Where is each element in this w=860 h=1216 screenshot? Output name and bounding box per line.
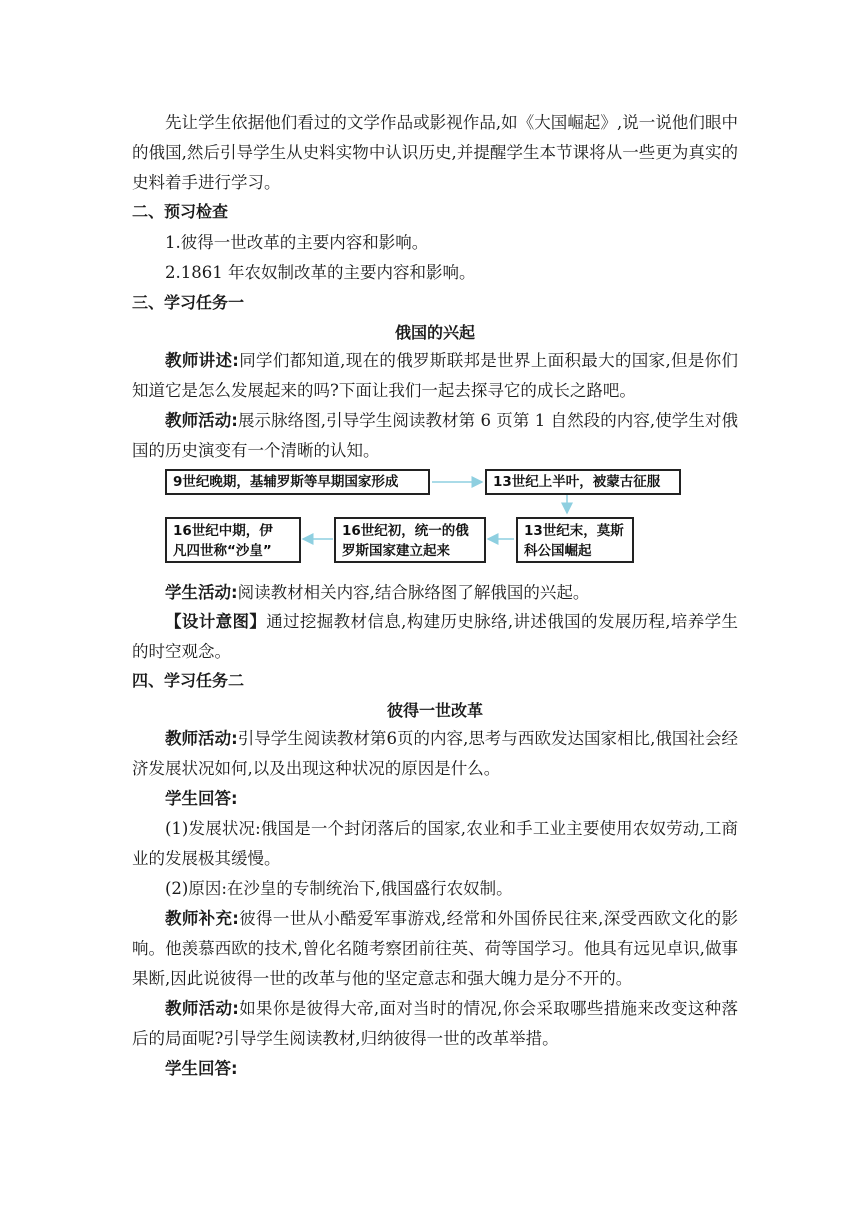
- intro-text: 先让学生依据他们看过的文学作品或影视作品,如《大国崛起》,说一说他们眼中的俄国,然后引导学生从史料实物中认识历史,并提醒学生本节课将从一些更为真实的史料着手进行学习。: [132, 113, 738, 192]
- flow-box-5-line-1: 16世纪中期，伊: [173, 523, 273, 539]
- student-activity: [132, 578, 738, 608]
- teacher-activity-2-text: 引导学生阅读教材第6页的内容,思考与西欧发达国家相比,俄国社会经济发展状况如何,以及出现这种状况的原因是什么。: [132, 729, 738, 778]
- flow-box-3-line-2: 科公国崛起: [524, 543, 592, 559]
- teacher-activity-3-text: 如果你是彼得大帝,面对当时的情况,你会采取哪些措施来改变这种落后的局面呢?引导学生阅读教材,归纳彼得一世的改革举措。: [132, 999, 738, 1048]
- teacher-supplement-text: 彼得一世从小酷爱军事游戏,经常和外国侨民往来,深受西欧文化的影响。他羡慕西欧的技术,曾化名随考察团前往英、荷等国学习。他具有远见卓识,做事果断,因此说彼得一世的改革与他的坚定意志和强大魄力是分不开的。: [132, 909, 738, 988]
- student-activity-label: 学生活动:: [165, 583, 238, 602]
- task-2-title: 彼得一世改革: [386, 701, 483, 720]
- flow-box-4: [334, 517, 486, 563]
- answer-reason-text: (2)原因:在沙皇的专制统治下,俄国盛行农奴制。: [165, 879, 513, 898]
- design-intent: [132, 607, 738, 667]
- teacher-activity-2: [132, 724, 738, 784]
- flow-box-4-line-2: 罗斯国家建立起来: [342, 543, 450, 559]
- design-intent-text: 通过挖掘教材信息,构建历史脉络,讲述俄国的发展历程,培养学生的时空观念。: [132, 612, 738, 661]
- student-activity-text: 阅读教材相关内容,结合脉络图了解俄国的兴起。: [237, 583, 590, 602]
- section-2-heading: 二、预习检查: [132, 202, 229, 221]
- answer-development-status: [132, 814, 738, 874]
- flow-box-1-text: 9世纪晚期，基辅罗斯等早期国家形成: [173, 474, 399, 490]
- student-answer-2-label-line: [132, 1054, 738, 1084]
- flow-box-1: [165, 469, 430, 495]
- teacher-supplement: [132, 904, 738, 994]
- flow-box-5-line-2: 凡四世称“沙皇”: [173, 543, 272, 559]
- teacher-supplement-label: 教师补充:: [165, 909, 239, 928]
- teacher-activity-3: [132, 994, 738, 1054]
- answer-reason: [132, 874, 738, 904]
- design-intent-label: 【设计意图】: [165, 612, 267, 631]
- teacher-activity-1-label: 教师活动:: [165, 411, 238, 430]
- teacher-activity-1-text: 展示脉络图,引导学生阅读教材第 6 页第 1 自然段的内容,使学生对俄国的历史演变有一个清晰的认知。: [132, 411, 738, 460]
- teacher-activity-2-label: 教师活动:: [165, 729, 238, 748]
- flow-box-2-text: 13世纪上半叶，被蒙古征服: [493, 474, 661, 490]
- flow-box-4-line-1: 16世纪初，统一的俄: [342, 523, 469, 539]
- teacher-narration-label: 教师讲述:: [165, 351, 239, 370]
- teacher-narration-text: 同学们都知道,现在的俄罗斯联邦是世界上面积最大的国家,但是你们知道它是怎么发展起来的吗?下面让我们一起去探寻它的成长之路吧。: [132, 351, 738, 400]
- flow-box-2: [485, 469, 681, 495]
- flow-box-5: [165, 517, 301, 563]
- preview-item-1: 1.彼得一世改革的主要内容和影响。: [165, 233, 429, 252]
- teacher-activity-3-label: 教师活动:: [165, 999, 239, 1018]
- student-answer-2-label: 学生回答:: [165, 1059, 238, 1078]
- flow-box-3-line-1: 13世纪末，莫斯: [524, 523, 624, 539]
- flow-box-3: [516, 517, 634, 563]
- student-answer-1-label: 学生回答:: [165, 789, 238, 808]
- student-answer-1-label-line: [132, 784, 738, 814]
- section-3-heading: 三、学习任务一: [132, 293, 245, 312]
- section-4-heading: 四、学习任务二: [132, 671, 245, 690]
- task-1-title: 俄国的兴起: [394, 323, 475, 342]
- preview-item-2: 2.1861 年农奴制改革的主要内容和影响。: [165, 263, 476, 282]
- answer-development-status-text: (1)发展状况:俄国是一个封闭落后的国家,农业和手工业主要使用农奴劳动,工商业的发展极其缓慢。: [132, 819, 738, 868]
